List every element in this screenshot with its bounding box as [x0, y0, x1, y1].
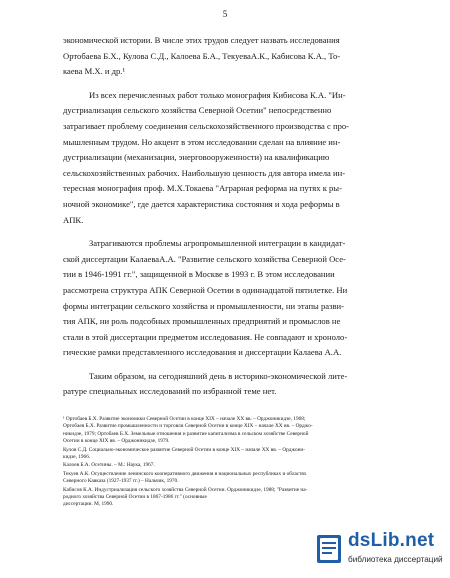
paragraph-3 — [63, 236, 411, 361]
footnote-line: Северного Кавказа (1927-1937 гг.) – Нальчик, 1970. — [63, 478, 179, 485]
text-line: тии в 1946-1991 гг.", защищенной в Москве в 1993 г. В этом исследовании — [63, 269, 335, 280]
book-logo-icon — [314, 532, 344, 566]
footnote-line: родного хозяйства Северной Осетии в 1867-1986 гг." (основные — [63, 494, 207, 501]
text-line: стали в этой диссертации предметом исследования. Не совпадают и хроноло- — [63, 331, 348, 342]
watermark-tagline: библиотека диссертаций — [348, 555, 443, 564]
footnote-line: никидзе, 1979; Ортобаев Б.Х. Земельные отношения и развитие капитализма в сельском хозяйстве Северной — [63, 430, 309, 437]
text-line: дустриализации (механизации, энерговооруженности) на квалификацию — [63, 152, 330, 163]
watermark-site: dsLib.net — [348, 530, 435, 551]
text-line: ратуре специальных исследований по избранной теме нет. — [63, 386, 277, 397]
footnote — [63, 462, 411, 469]
footnote-line: Кулов С.Д. Социально-экономическое развитие Северной Осетии в конце XIX – начале XX вв. – Орджони- — [63, 446, 306, 453]
paragraph-2 — [63, 88, 411, 228]
footnote-line: Кабисов К.А. Индустриализация сельского хозяйства Северной Осетии. Орджоникидзе, 1988; "Развитие на- — [63, 486, 308, 493]
page-number: 5 — [222, 9, 228, 19]
footnote — [63, 447, 411, 462]
text-line: АПК. — [63, 214, 84, 225]
text-line: каева М.Х. и др.¹ — [63, 66, 126, 77]
text-line: тересная монография проф. М.Х.Токаева "Аграрная реформа на путях к ры- — [63, 183, 342, 194]
footnote-line: диссертации. М, 1990. — [63, 501, 114, 508]
footnote — [63, 487, 411, 509]
footnote-line: ¹ Ортобаев Б.Х. Развитие экономики Северной Осетии в конце XIX – начале XX вв. – Орджоникидзе, 1968; — [63, 416, 306, 422]
text-line: Таким образом, на сегодняшний день в историко-экономической лите- — [89, 370, 348, 381]
footnote-line: кидзе, 1966. — [63, 454, 91, 461]
text-line: тия АПК, ни роль подсобных промышленных предприятий и промыслов не — [63, 316, 341, 327]
footnote-line: Текуев А.К. Осуществление ленинского кооперативного движения в национальных республиках и областях — [63, 470, 307, 477]
paragraph-4 — [63, 369, 411, 400]
text-line: Ортобаева Б.Х., Кулова С.Д., Калоева Б.А., ТекуеваА.К., Кабисова К.А., То- — [63, 50, 341, 61]
text-line: формы интеграции сельского хозяйства и промышленности, ни этапы разви- — [63, 300, 345, 311]
text-line: мышленным трудом. Но акцент в этом исследовании сделан на влияние ин- — [63, 136, 341, 147]
text-line: ской диссертации КалаеваА.А. "Развитие сельского хозяйства Северной Осе- — [63, 253, 346, 264]
paragraph-1 — [63, 33, 411, 80]
text-line: ночной экономике", где дается характеристика состояния и хода реформы в — [63, 198, 340, 209]
text-line: дустриализация сельского хозяйства Северной Осетии" непосредственно — [63, 105, 332, 116]
footnotes — [63, 416, 411, 510]
text-line: рассмотрена структура АПК Северной Осетии в одиннадцатой пятилетке. Ни — [63, 284, 348, 295]
text-line: затрагивает проблему соединения сельскохозяйственного производства с про- — [63, 120, 350, 131]
watermark — [314, 528, 444, 572]
footnote-line: Ортобаев Б.Х. Развитие промышленности и торговли Северной Осетии в конце XIX – начале XX вв. – Орджо- — [63, 423, 313, 430]
footnote — [63, 471, 411, 486]
main-text — [63, 33, 411, 408]
footnote-line: Калоев Б.А. Осетины. – М.: Наука, 1967. — [63, 462, 155, 469]
text-line: Из всех перечисленных работ только монография Кибисова К.А. "Ин- — [89, 89, 346, 100]
text-line: гические рамки представленного исследования и диссертации Калаева А.А. — [63, 347, 342, 358]
text-line: сельскохозяйственных рабочих. Наибольшую ценность для автора имела ин- — [63, 167, 346, 178]
footnote — [63, 416, 411, 446]
text-line: Затрагиваются проблемы агропромышленной интеграции в кандидат- — [89, 238, 346, 249]
footnote-line: Осетии в конце XIX вв. – Орджоникидзе, 1979. — [63, 438, 170, 445]
text-line: экономической истории. В числе этих трудов следует назвать исследования — [63, 35, 340, 45]
